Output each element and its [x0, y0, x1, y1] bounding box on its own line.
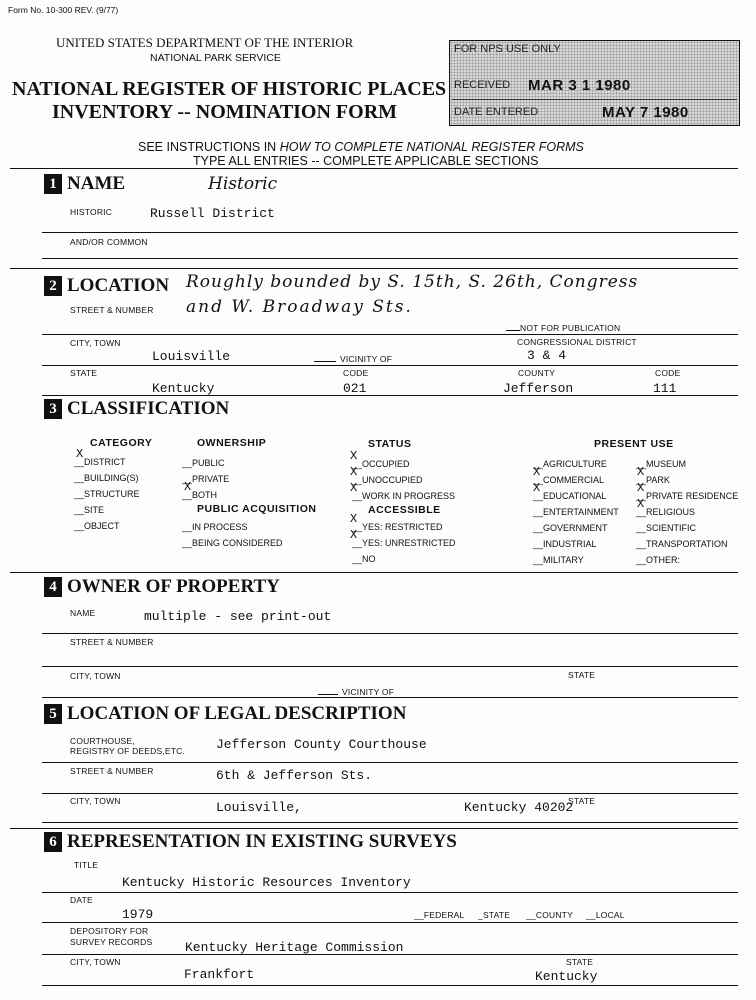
use-transportation[interactable]: __TRANSPORTATION [636, 539, 728, 549]
city-town-label: CITY, TOWN [70, 338, 121, 348]
instructions-line1 [138, 140, 584, 154]
status-occupied[interactable]: __OCCUPIED [352, 459, 410, 469]
use-educational[interactable]: __EDUCATIONAL [533, 491, 607, 501]
date-entered-stamp: MAY 7 1980 [602, 104, 689, 121]
nps-use-box [449, 40, 740, 126]
county-value: Jefferson [503, 381, 574, 396]
section-2-number: 2 [44, 276, 62, 296]
use-private-residence[interactable]: __PRIVATE RESIDENCE [636, 491, 739, 501]
state-code-value: 021 [343, 381, 367, 396]
survey-county[interactable]: __COUNTY [526, 910, 573, 920]
ownership-private[interactable]: __PRIVATE [182, 474, 230, 484]
use-park[interactable]: __PARK [636, 475, 670, 485]
acquisition-in-process[interactable]: __IN PROCESS [182, 522, 248, 532]
use-agriculture[interactable]: __AGRICULTURE [533, 459, 607, 469]
status-work-in-progress-mark: X [350, 481, 358, 495]
county-code-label: CODE [655, 368, 681, 378]
accessible-yes-unrestricted-mark: X [350, 528, 358, 542]
use-other[interactable]: __OTHER: [636, 555, 681, 565]
use-military[interactable]: __MILITARY [533, 555, 584, 565]
section-5-number: 5 [44, 704, 62, 724]
depository-value: Kentucky Heritage Commission [185, 940, 404, 955]
use-government[interactable]: __GOVERNMENT [533, 523, 608, 533]
use-educational-mark: X [533, 481, 541, 495]
form-title-line2: INVENTORY -- NOMINATION FORM [52, 101, 398, 123]
accessible-header: ACCESSIBLE [368, 504, 441, 516]
congressional-district-label: CONGRESSIONAL DISTRICT [517, 337, 637, 347]
not-for-publication-label: NOT FOR PUBLICATION [520, 323, 621, 333]
status-work-in-progress[interactable]: __WORK IN PROGRESS [352, 491, 456, 501]
category-header: CATEGORY [90, 437, 153, 449]
use-park-mark: X [637, 465, 645, 479]
section-3-number: 3 [44, 399, 62, 419]
instructions-line2: TYPE ALL ENTRIES -- COMPLETE APPLICABLE SECTIONS [193, 154, 539, 168]
section-3-title: CLASSIFICATION [67, 398, 230, 419]
legal-state-value: Kentucky 40202 [464, 800, 574, 815]
category-site[interactable]: __SITE [74, 505, 105, 515]
owner-street-label: STREET & NUMBER [70, 637, 154, 647]
status-unoccupied[interactable]: __UNOCCUPIED [352, 475, 423, 485]
accessible-yes-restricted-mark: X [350, 512, 358, 526]
location-handwritten-line2: and W. Broadway Sts. [186, 297, 413, 317]
section-6-number: 6 [44, 832, 62, 852]
owner-vicinity-text: VICINITY OF [342, 687, 395, 697]
section-6-title: REPRESENTATION IN EXISTING SURVEYS [67, 831, 457, 852]
survey-date-label: DATE [70, 895, 93, 905]
owner-city-label: CITY, TOWN [70, 671, 121, 681]
section-1-title: NAME [67, 173, 126, 194]
owner-name-value: multiple - see print-out [144, 609, 332, 624]
category-district[interactable]: __DISTRICT [74, 457, 126, 467]
legal-city-label: CITY, TOWN [70, 796, 121, 806]
section-2-title: LOCATION [67, 275, 170, 296]
department-name: UNITED STATES DEPARTMENT OF THE INTERIOR [56, 35, 354, 50]
legal-street-label: STREET & NUMBER [70, 766, 154, 776]
survey-local[interactable]: __LOCAL [586, 910, 625, 920]
section-4-number: 4 [44, 577, 62, 597]
ownership-both-mark: X [184, 480, 192, 494]
public-acquisition-header: PUBLIC ACQUISITION [197, 503, 317, 515]
survey-state[interactable]: _STATE [478, 910, 511, 920]
status-header: STATUS [368, 438, 412, 450]
survey-title-label: TITLE [74, 860, 99, 870]
form-number: Form No. 10-300 REV. (9/77) [8, 5, 119, 15]
section-4-title: OWNER OF PROPERTY [67, 576, 280, 597]
street-number-label: STREET & NUMBER [70, 305, 154, 315]
depository-label-line2: SURVEY RECORDS [70, 937, 153, 947]
date-entered-label: DATE ENTERED [454, 106, 539, 118]
received-label: RECEIVED [454, 79, 511, 91]
survey-state-value: Kentucky [535, 969, 598, 984]
category-district-mark: X [76, 447, 84, 461]
county-code-value: 111 [653, 381, 677, 396]
state-label: STATE [70, 368, 98, 378]
section-5-title: LOCATION OF LEGAL DESCRIPTION [67, 703, 407, 724]
section-1-number: 1 [44, 174, 62, 194]
historic-name-value: Russell District [150, 206, 275, 221]
survey-city-value: Frankfort [184, 967, 255, 982]
received-stamp: MAR 3 1 1980 [528, 77, 631, 94]
form-title-line1: NATIONAL REGISTER OF HISTORIC PLACES [12, 78, 447, 100]
owner-state-label: STATE [568, 670, 596, 680]
instructions-title: HOW TO COMPLETE NATIONAL REGISTER FORMS [279, 140, 584, 154]
use-religious[interactable]: __RELIGIOUS [636, 507, 696, 517]
survey-state-label: STATE [566, 957, 594, 967]
accessible-yes-restricted[interactable]: __YES: RESTRICTED [352, 522, 443, 532]
accessible-yes-unrestricted[interactable]: __YES: UNRESTRICTED [352, 538, 456, 548]
depository-label-line1: DEPOSITORY FOR [70, 926, 149, 936]
legal-state-label: STATE [568, 796, 596, 806]
status-unoccupied-mark: X [350, 465, 358, 479]
legal-street-value: 6th & Jefferson Sts. [216, 768, 373, 783]
service-name: NATIONAL PARK SERVICE [150, 52, 281, 64]
use-commercial-mark: X [533, 465, 541, 479]
historic-label: HISTORIC [70, 207, 113, 217]
category-buildings[interactable]: __BUILDING(S) [74, 473, 139, 483]
survey-title-value: Kentucky Historic Resources Inventory [122, 875, 411, 890]
courthouse-label-line2: REGISTRY OF DEEDS,ETC. [70, 746, 186, 756]
instructions-prefix: SEE INSTRUCTIONS IN [138, 140, 280, 154]
courthouse-label-line1: COURTHOUSE, [70, 736, 135, 746]
use-industrial[interactable]: __INDUSTRIAL [533, 539, 597, 549]
state-code-label: CODE [343, 368, 369, 378]
survey-city-label: CITY, TOWN [70, 957, 121, 967]
use-entertainment[interactable]: __ENTERTAINMENT [533, 507, 619, 517]
nps-use-label: FOR NPS USE ONLY [454, 43, 561, 55]
vicinity-label-text: VICINITY OF [340, 354, 393, 364]
name-handwritten-note: Historic [208, 174, 278, 194]
present-use-header: PRESENT USE [594, 438, 674, 450]
city-value: Louisville [152, 349, 231, 364]
survey-federal[interactable]: __FEDERAL [414, 910, 465, 920]
survey-date-value: 1979 [122, 907, 154, 922]
acquisition-being-considered[interactable]: __BEING CONSIDERED [182, 538, 283, 548]
state-value: Kentucky [152, 381, 215, 396]
use-museum[interactable]: __MUSEUM [636, 459, 687, 469]
legal-city-value: Louisville, [216, 800, 302, 815]
vicinity-of-label [314, 354, 392, 364]
owner-name-label: NAME [70, 608, 96, 618]
not-for-publication [506, 323, 620, 333]
owner-vicinity-label [318, 687, 394, 697]
ownership-both[interactable]: __BOTH [182, 490, 218, 500]
ownership-public[interactable]: __PUBLIC [182, 458, 225, 468]
county-label: COUNTY [518, 368, 556, 378]
use-scientific[interactable]: __SCIENTIFIC [636, 523, 697, 533]
category-structure[interactable]: __STRUCTURE [74, 489, 140, 499]
use-commercial[interactable]: __COMMERCIAL [533, 475, 605, 485]
ownership-header: OWNERSHIP [197, 437, 267, 449]
common-name-label: AND/OR COMMON [70, 237, 148, 247]
accessible-no[interactable]: __NO [352, 554, 376, 564]
courthouse-value: Jefferson County Courthouse [216, 737, 427, 752]
congressional-district-value: 3 & 4 [527, 348, 567, 363]
status-occupied-mark: X [350, 449, 358, 463]
use-religious-mark: X [637, 497, 645, 511]
use-private-residence-mark: X [637, 481, 645, 495]
category-object[interactable]: __OBJECT [74, 521, 120, 531]
location-handwritten-line1: Roughly bounded by S. 15th, S. 26th, Congress [186, 272, 639, 292]
